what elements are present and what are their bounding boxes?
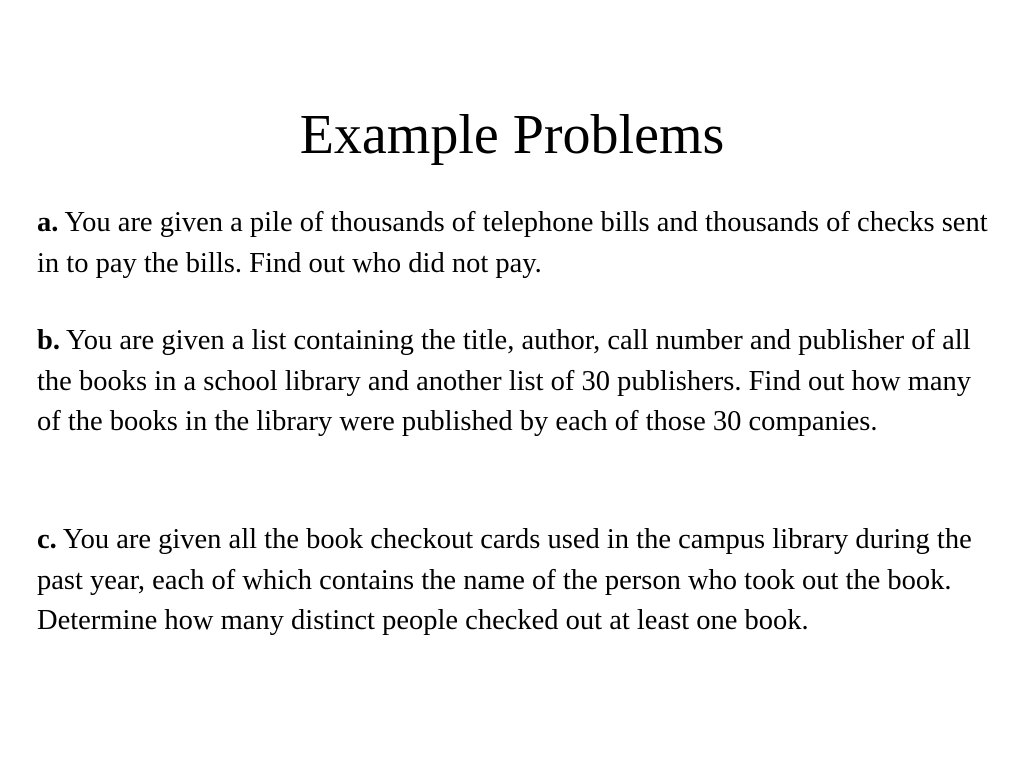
problem-c — [37, 520, 997, 642]
problem-c-label: c. — [37, 524, 57, 555]
problem-b-text: You are given a list containing the title, author, call number and publisher of all the books in a school library and another list of 30 publishers. Find out how many of the books in the library were published by each of those 30 companies. — [37, 325, 972, 437]
problem-b-label: b. — [37, 325, 60, 356]
problem-c-text: You are given all the book checkout cards used in the campus library during the past year, each of which contains the name of the person who took out the book. Determine how many distinct people checked out at least one book. — [37, 524, 972, 636]
problem-a-text: You are given a pile of thousands of telephone bills and thousands of checks sent in to pay the bills. Find out who did not pay. — [37, 207, 988, 279]
problem-b — [37, 321, 997, 443]
problem-a-label: a. — [37, 207, 59, 238]
slide-title: Example Problems — [299, 104, 725, 166]
problem-a — [37, 203, 997, 284]
